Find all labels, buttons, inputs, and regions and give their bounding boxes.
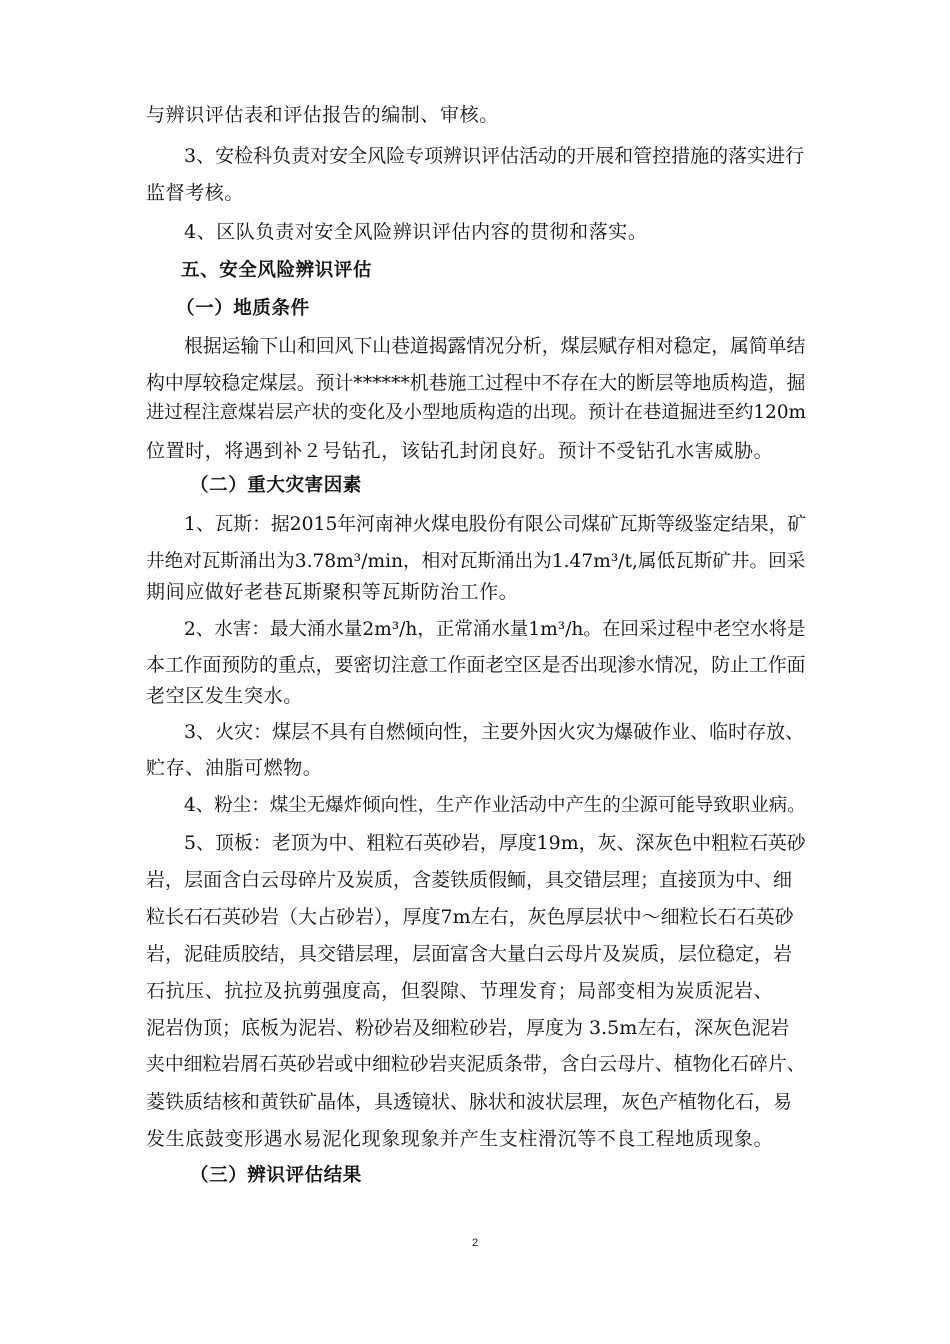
paragraph-line: 进过程注意煤岩层产状的变化及小型地质构造的出现。预计在巷道掘进至约120m (146, 402, 806, 423)
paragraph-line: 3、安检科负责对安全风险专项辨识评估活动的开展和管控措施的落实进行 (184, 145, 805, 167)
paragraph-line: 与辨识评估表和评估报告的编制、审核。 (146, 104, 499, 126)
subsection-heading: （一）地质条件 (176, 298, 310, 319)
paragraph-line: 3、火灾：煤层不具有自燃倾向性，主要外因火灾为爆破作业、临时存放、 (184, 721, 805, 743)
paragraph-line: 泥岩伪顶；底板为泥岩、粉砂岩及细粒砂岩，厚度为 3.5m左右，深灰色泥岩 (146, 1017, 790, 1039)
paragraph-line: 夹中细粒岩屑石英砂岩或中细粒砂岩夹泥质条带，含白云母片、植物化石碎片、 (146, 1054, 806, 1075)
paragraph-line: 贮存、油脂可燃物。 (146, 757, 323, 779)
paragraph-line: 本工作面预防的重点，要密切注意工作面老空区是否出现渗水情况，防止工作面 (146, 655, 806, 676)
paragraph-line: 监督考核。 (146, 182, 245, 204)
paragraph-line: 井绝对瓦斯涌出为3.78m³/min，相对瓦斯涌出为1.47m³/t,属低瓦斯矿井。回采 (146, 551, 806, 572)
paragraph-line: 岩，层面含白云母碎片及炭质，含菱铁质假鲕，具交错层理；直接顶为中、细 (146, 869, 793, 891)
subsection-heading: （三）辨识评估结果 (190, 1165, 362, 1186)
page-number: 2 (471, 1237, 479, 1249)
paragraph-line: 石抗压、抗拉及抗剪强度高，但裂隙、节理发育；局部变相为炭质泥岩、 (146, 980, 774, 1002)
paragraph-line: 4、粉尘：煤尘无爆炸倾向性，生产作业活动中产生的尘源可能导致职业病。 (184, 795, 806, 816)
paragraph-line: 位置时，将遇到补２号钻孔，该钻孔封闭良好。预计不受钻孔水害威胁。 (146, 440, 774, 462)
subsection-heading: （二）重大灾害因素 (190, 475, 362, 496)
section-heading: 五、安全风险辨识评估 (181, 260, 373, 281)
paragraph-line: 根据运输下山和回风下山巷道揭露情况分析，煤层赋存相对稳定，属简单结 (184, 336, 806, 357)
paragraph-line: 菱铁质结核和黄铁矿晶体，具透镜状、脉状和波状层理，灰色产植物化石，易 (146, 1091, 793, 1113)
paragraph-line: 发生底鼓变形遇水易泥化现象现象并产生支柱滑沉等不良工程地质现象。 (146, 1128, 774, 1150)
paragraph-line: 期间应做好老巷瓦斯聚积等瓦斯防治工作。 (146, 581, 519, 603)
paragraph-line: 老空区发生突水。 (146, 685, 303, 707)
paragraph-line: 4、区队负责对安全风险辨识评估内容的贯彻和落实。 (184, 221, 648, 243)
paragraph-line: 岩，泥硅质胶结，具交错层理，层面富含大量白云母片及炭质，层位稳定，岩 (146, 943, 793, 965)
paragraph-line: 构中厚较稳定煤层。预计******机巷施工过程中不存在大的断层等地质构造，掘 (146, 373, 806, 394)
paragraph-line: 5、顶板：老顶为中、粗粒石英砂岩，厚度19m，灰、深灰色中粗粒石英砂 (184, 832, 806, 854)
paragraph-line: 2、水害：最大涌水量2m³/h，正常涌水量1m³/h。在回采过程中老空水将是 (184, 619, 806, 640)
paragraph-line: 1、瓦斯：据2015年河南神火煤电股份有限公司煤矿瓦斯等级鉴定结果，矿 (184, 514, 807, 535)
paragraph-line: 粒长石石英砂岩（大占砂岩），厚度7m左右，灰色厚层状中～细粒长石石英砂 (146, 906, 794, 928)
